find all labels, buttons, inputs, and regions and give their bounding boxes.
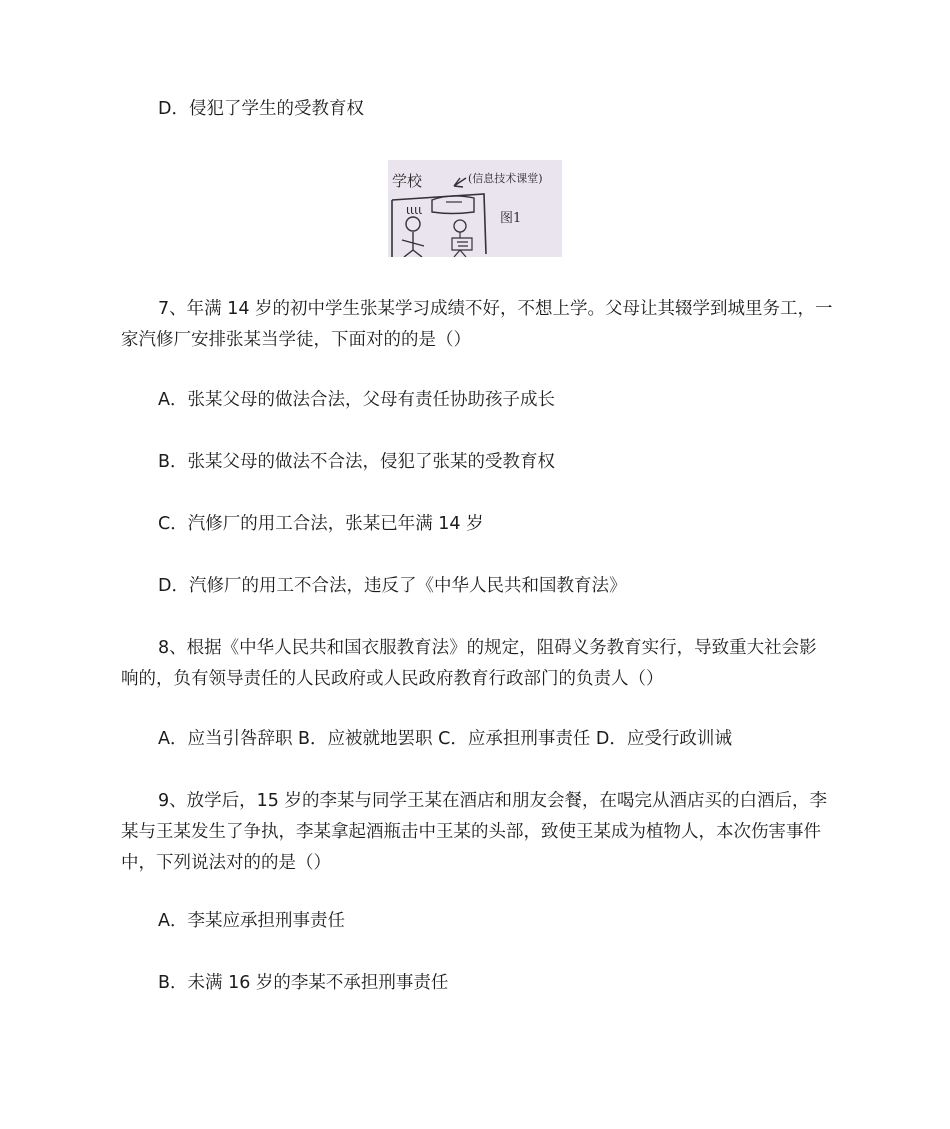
sketch-school-text: 学校 bbox=[392, 172, 423, 190]
q6-option-d: D．侵犯了学生的受教育权 bbox=[158, 99, 364, 119]
q7-option-b: B．张某父母的做法不合法，侵犯了张某的受教育权 bbox=[158, 452, 556, 472]
q7-option-d: D．汽修厂的用工不合法，违反了《中华人民共和国教育法》 bbox=[158, 576, 627, 596]
q9-stem: 9、放学后，15 岁的李某与同学王某在酒店和朋友会餐，在喝完从酒店买的白酒后，李某与王某发生了争执，李某拿起酒瓶击中王某的头部，致使王某成为植物人，本次伤害事件中，下列说法对的的是（） bbox=[121, 791, 827, 873]
q8-stem: 8、根据《中华人民共和国衣服教育法》的规定，阻碍义务教育实行，导致重大社会影响的，负有领导责任的人民政府或人民政府教育行政部门的负责人（） bbox=[121, 638, 817, 689]
sketch-figure-label: 图1 bbox=[500, 211, 522, 226]
q7-stem: 7、年满 14 岁的初中学生张某学习成绩不好，不想上学。父母让其辍学到城里务工，一家汽修厂安排张某当学徒，下面对的的是（） bbox=[121, 299, 833, 350]
q9-option-b: B．未满 16 岁的李某不承担刑事责任 bbox=[158, 973, 449, 993]
sketch-arrow-text: (信息技术课堂) bbox=[468, 172, 543, 185]
figure-1-sketch bbox=[388, 160, 562, 257]
q7-option-c: C．汽修厂的用工合法，张某已年满 14 岁 bbox=[158, 514, 484, 534]
q9-option-a: A．李某应承担刑事责任 bbox=[158, 911, 345, 931]
svg-text:ιιιι: ιιιι bbox=[406, 203, 423, 217]
q8-options: A．应当引咎辞职 B．应被就地罢职 C．应承担刑事责任 D．应受行政训诫 bbox=[158, 729, 732, 749]
q7-option-a: A．张某父母的做法合法，父母有责任协助孩子成长 bbox=[158, 390, 555, 410]
classroom-sketch-image bbox=[388, 160, 562, 257]
